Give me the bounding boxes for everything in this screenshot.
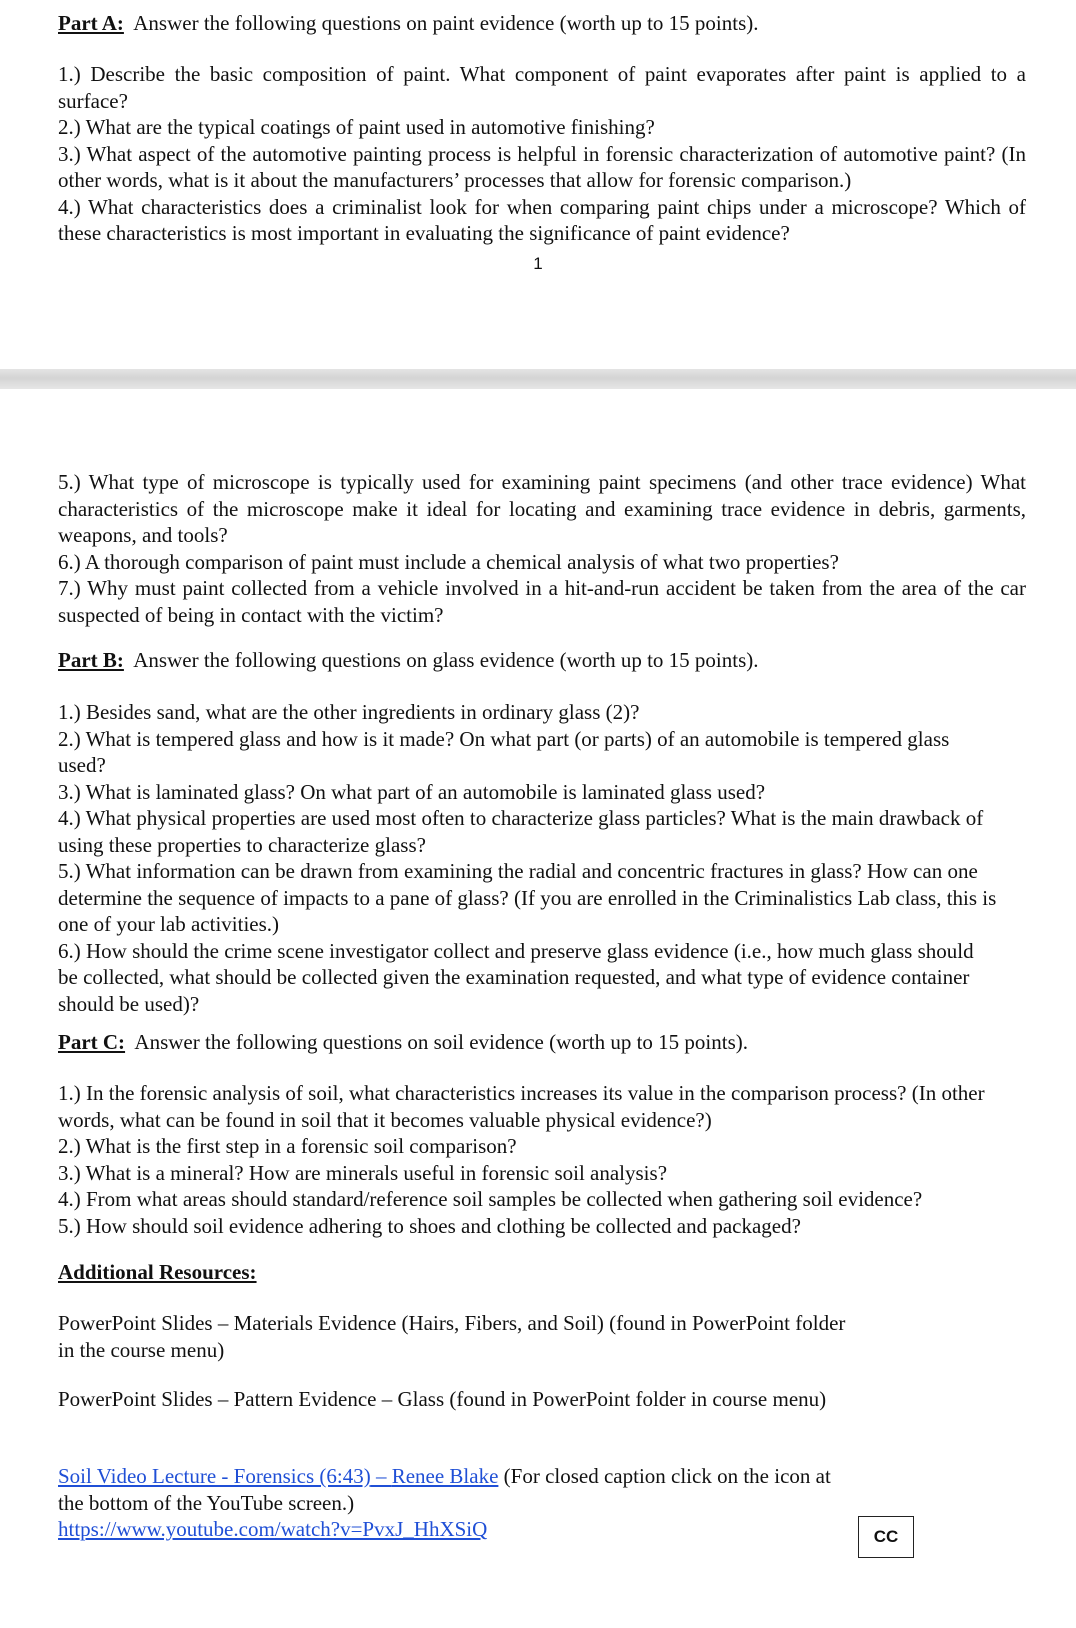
part-a-questions-page2	[58, 469, 1026, 628]
question-a6: 6.) A thorough comparison of paint must include a chemical analysis of what two properties?	[58, 549, 839, 574]
part-b-questions	[58, 699, 998, 1017]
question-b5: 5.) What information can be drawn from examining the radial and concentric fractures in glass? How can one determine the sequence of impacts to a pane of glass? (If you are enrolled in the Criminalistics Lab class, this is one of your lab activities.)	[58, 859, 997, 936]
question-a3: 3.) What aspect of the automotive painting process is helpful in forensic characterization of automotive paint? (In other words, what is it about the manufacturers’ processes that allow for forensic comparison.)	[58, 141, 1026, 192]
video-lecture-link[interactable]: Soil Video Lecture - Forensics (6:43)	[58, 1464, 371, 1488]
page-number: 1	[533, 254, 543, 273]
part-a-heading	[58, 10, 1026, 37]
part-a-label: Part A:	[58, 11, 124, 35]
question-b1: 1.) Besides sand, what are the other ingredients in ordinary glass (2)?	[58, 700, 640, 724]
question-c1: 1.) In the forensic analysis of soil, what characteristics increases its value in the comparison process? (In other words, what can be found in soil that it becomes valuable physical evidence?)	[58, 1081, 985, 1132]
closed-caption-icon: CC	[858, 1516, 914, 1558]
resource-powerpoint-glass: PowerPoint Slides – Pattern Evidence – Glass (found in PowerPoint folder in course menu)	[58, 1387, 827, 1411]
part-b-intro: Answer the following questions on glass evidence (worth up to 15 points).	[133, 648, 759, 672]
question-c3: 3.) What is a mineral? How are minerals useful in forensic soil analysis?	[58, 1160, 668, 1185]
part-a-questions-page1	[58, 61, 1026, 247]
author-link[interactable]: Renee Blake	[391, 1464, 499, 1488]
question-c5: 5.) How should soil evidence adhering to shoes and clothing be collected and packaged?	[58, 1213, 801, 1238]
question-c4: 4.) From what areas should standard/reference soil samples be collected when gathering soil evidence?	[58, 1187, 923, 1211]
resources-heading-label: Additional Resources:	[58, 1260, 257, 1284]
question-c2: 2.) What is the first step in a forensic soil comparison?	[58, 1134, 517, 1158]
question-b3: 3.) What is laminated glass? On what part of an automobile is laminated glass used?	[58, 779, 766, 804]
youtube-url-link[interactable]: https://www.youtube.com/watch?v=PvxJ_HhXSiQ	[58, 1517, 488, 1541]
video-caption-note: (For closed caption click on the icon at the bottom of the YouTube screen.)	[58, 1464, 831, 1515]
part-c-heading	[58, 1029, 1026, 1056]
part-c-questions	[58, 1080, 1026, 1239]
question-a5: 5.) What type of microscope is typically used for examining paint specimens (and other trace evidence) What characteristics of the microscope make it ideal for locating and examining trace evidence in debris, garments, weapons, and tools?	[58, 470, 1026, 547]
part-c-intro: Answer the following questions on soil evidence (worth up to 15 points).	[134, 1030, 748, 1054]
part-b-heading	[58, 647, 1026, 674]
resource-video	[58, 1463, 833, 1543]
page-break-divider	[0, 369, 1076, 389]
part-a-intro: Answer the following questions on paint evidence (worth up to 15 points).	[133, 11, 759, 35]
question-a2: 2.) What are the typical coatings of paint used in automotive finishing?	[58, 115, 655, 139]
question-b2: 2.) What is tempered glass and how is it made? On what part (or parts) of an automobile is tempered glass used?	[58, 726, 950, 777]
resource-powerpoint-materials: PowerPoint Slides – Materials Evidence (Hairs, Fibers, and Soil) (found in PowerPoint folder in the course menu)	[58, 1311, 846, 1362]
part-c-label: Part C:	[58, 1030, 126, 1054]
video-link-separator[interactable]: –	[370, 1464, 392, 1488]
question-b4: 4.) What physical properties are used most often to characterize glass particles? What is the main drawback of using these properties to characterize glass?	[58, 806, 984, 857]
question-a4: 4.) What characteristics does a criminalist look for when comparing paint chips under a microscope? Which of these characteristics is most important in evaluating the significance of paint evidence?	[58, 194, 1026, 245]
part-b-label: Part B:	[58, 648, 124, 672]
question-b6: 6.) How should the crime scene investigator collect and preserve glass evidence (i.e., how much glass should be collected, what should be collected given the examination requested, and what type of evidence container should be used)?	[58, 938, 974, 1016]
question-a1: 1.) Describe the basic composition of paint. What component of paint evaporates after paint is applied to a surface?	[58, 62, 1026, 113]
question-a7: 7.) Why must paint collected from a vehicle involved in a hit-and-run accident be taken from the area of the car suspected of being in contact with the victim?	[58, 576, 1026, 627]
resources-heading	[58, 1259, 1026, 1286]
